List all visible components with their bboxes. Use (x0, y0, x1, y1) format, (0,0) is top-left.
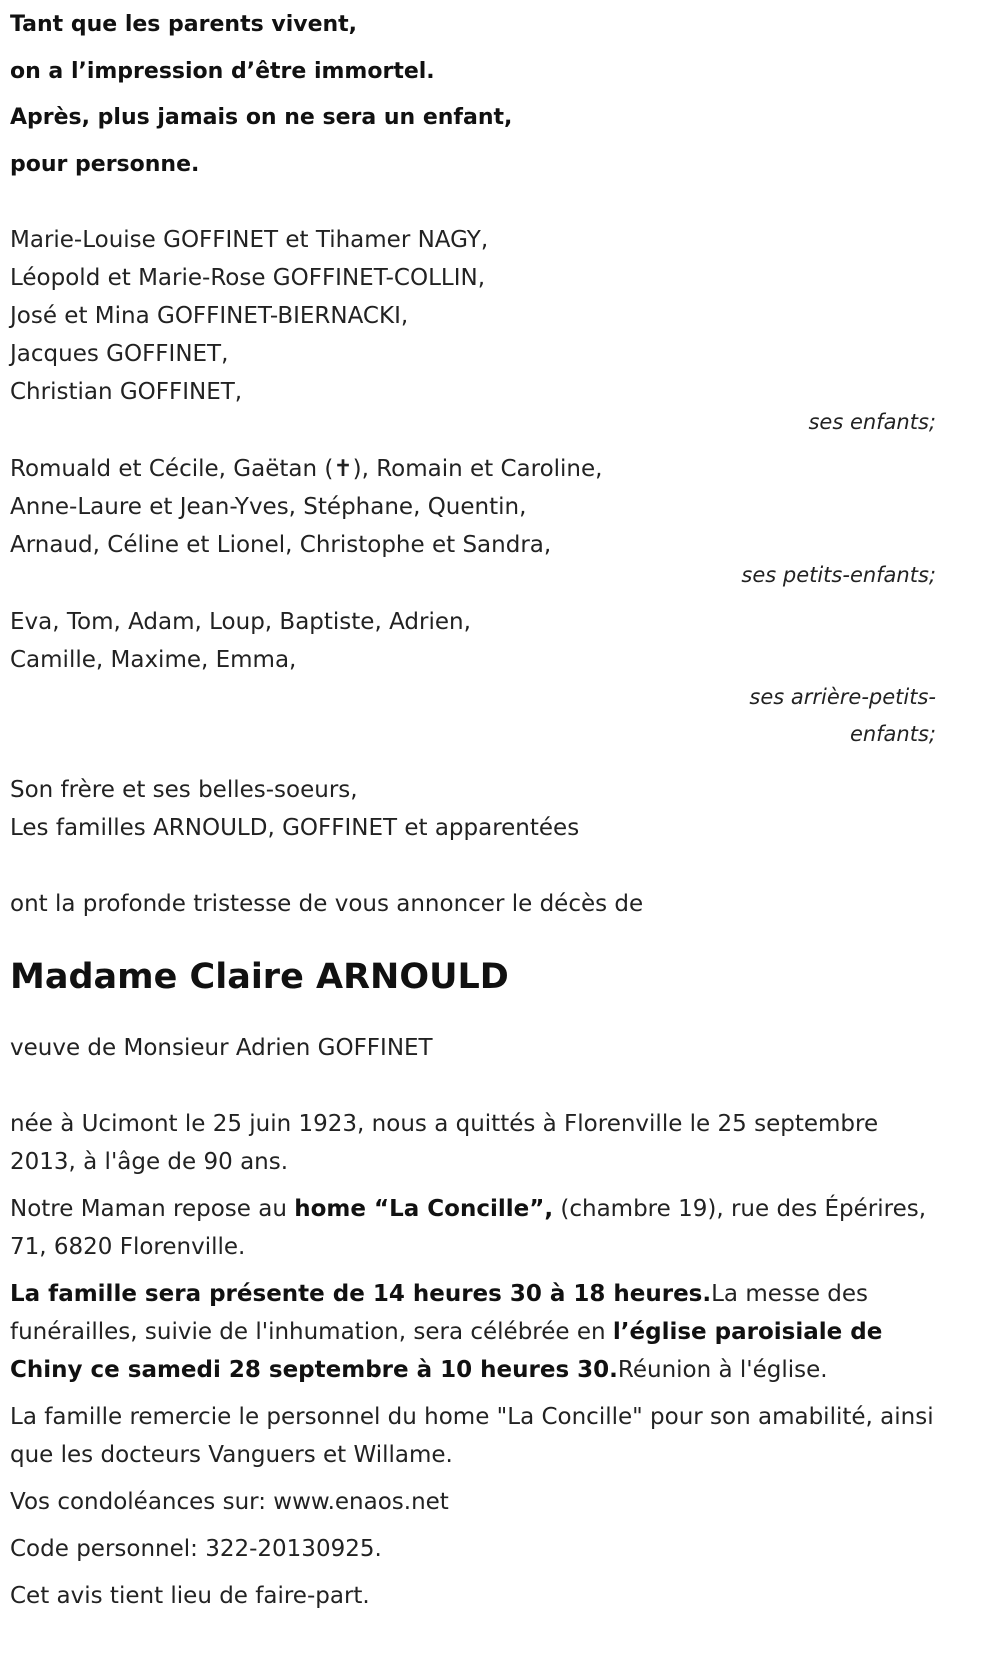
service-text (10, 1275, 936, 1389)
rest-address: (chambre 19), rue des Épérires, 71, 6820 Florenville. (10, 1196, 927, 1260)
rest-location-text (10, 1190, 936, 1266)
widow-of-text: veuve de Monsieur Adrien GOFFINET (10, 1035, 433, 1061)
role-line: enfants; (849, 722, 936, 746)
deceased-name: Madame Claire ARNOULD (10, 957, 509, 997)
list-item: Les familles ARNOULD, GOFFINET et apparentées (10, 815, 580, 841)
list-item: Anne-Laure et Jean-Yves, Stéphane, Quentin, (10, 494, 527, 520)
personal-code-text: Code personnel: 322-20130925. (10, 1536, 382, 1562)
list-item: José et Mina GOFFINET-BIERNACKI, (10, 303, 409, 329)
great-grandchildren-role (10, 679, 936, 753)
list-item: Romuald et Cécile, Gaëtan (✝), Romain et Caroline, (10, 456, 603, 482)
funeral-place-time: l’église paroisiale de Chiny ce samedi 28 septembre à 10 heures 30. (10, 1319, 883, 1383)
list-item: Christian GOFFINET, (10, 379, 243, 405)
grandchildren-role: ses petits-enfants; (741, 563, 936, 587)
list-item: Camille, Maxime, Emma, (10, 647, 297, 673)
list-item: Marie-Louise GOFFINET et Tihamer NAGY, (10, 227, 489, 253)
family-list (10, 771, 936, 847)
grandchildren-list (10, 450, 936, 564)
children-list (10, 221, 936, 411)
list-item: Arnaud, Céline et Lionel, Christophe et Sandra, (10, 532, 552, 558)
thanks-text: La famille remercie le personnel du home "La Concille" pour son amabilité, ainsi que les docteurs Vanguers et Willame. (10, 1404, 934, 1468)
verse-line: Tant que les parents vivent, (10, 12, 358, 37)
birth-death-text: née à Ucimont le 25 juin 1923, nous a quittés à Florenville le 25 septembre 2013, à l'âge de 90 ans. (10, 1111, 879, 1175)
announcement-text: ont la profonde tristesse de vous annoncer le décès de (10, 891, 644, 917)
meeting-text: Réunion à l'église. (617, 1357, 828, 1383)
verse-line: on a l’impression d’être immortel. (10, 58, 435, 84)
children-role: ses enfants; (808, 410, 936, 434)
role-line: ses arrière-petits- (749, 685, 936, 709)
great-grandchildren-list (10, 603, 936, 679)
rest-text: Notre Maman repose au (10, 1196, 295, 1222)
obituary-notice (10, 0, 936, 1615)
list-item: Jacques GOFFINET, (10, 341, 229, 367)
list-item: Eva, Tom, Adam, Loup, Baptiste, Adrien, (10, 609, 471, 635)
verse-line: pour personne. (10, 151, 200, 177)
notice-text: Cet avis tient lieu de faire-part. (10, 1583, 370, 1609)
verse-line: Après, plus jamais on ne sera un enfant, (10, 105, 513, 130)
condolences-text: Vos condoléances sur: www.enaos.net (10, 1489, 449, 1515)
visiting-hours: La famille sera présente de 14 heures 30 à 18 heures. (10, 1281, 712, 1307)
rest-place: home “La Concille”, (294, 1196, 554, 1222)
poem-verse (10, 2, 936, 188)
funeral-text: La messe des funérailles, suivie de l'inhumation, sera célébrée en (10, 1281, 869, 1345)
list-item: Léopold et Marie-Rose GOFFINET-COLLIN, (10, 265, 486, 291)
list-item: Son frère et ses belles-soeurs, (10, 777, 358, 803)
